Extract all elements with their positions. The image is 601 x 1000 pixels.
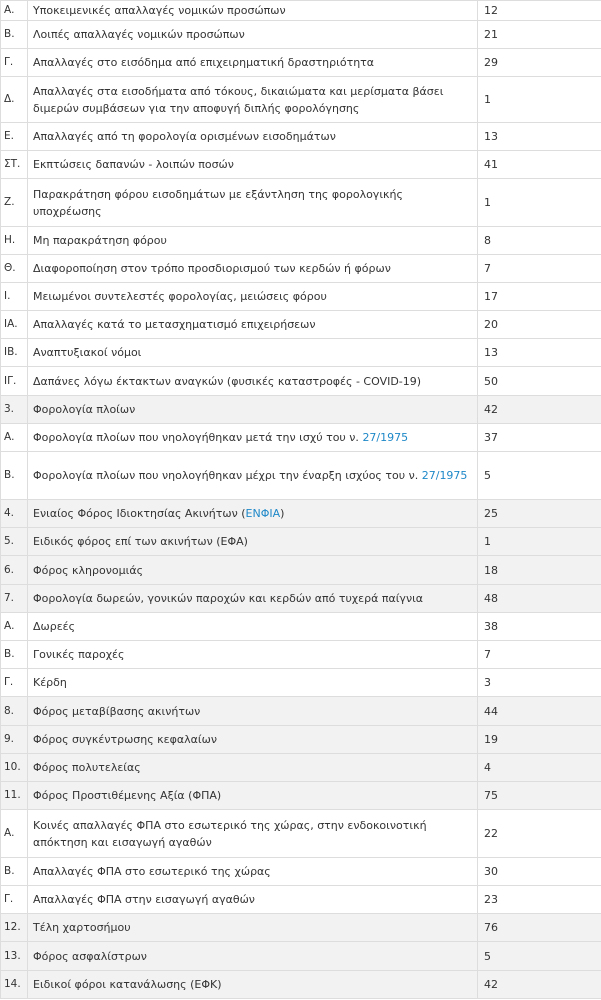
- table-row: [1, 283, 601, 311]
- row-number: ΙΑ.: [1, 311, 28, 339]
- row-count: 75: [478, 782, 601, 810]
- row-label: Λοιπές απαλλαγές νομικών προσώπων: [28, 21, 478, 49]
- row-count: 8: [478, 227, 601, 255]
- row-label: Απαλλαγές ΦΠΑ στο εσωτερικό της χώρας: [28, 858, 478, 886]
- row-count: 1: [478, 179, 601, 227]
- table-row: [1, 1, 601, 21]
- row-label-suffix: ): [280, 507, 285, 520]
- row-number: Β.: [1, 641, 28, 669]
- row-number: ΙΒ.: [1, 339, 28, 367]
- row-count: 25: [478, 500, 601, 528]
- row-count: 48: [478, 585, 601, 613]
- row-label: Φορολογία δωρεών, γονικών παροχών και κερδών από τυχερά παίγνια: [28, 585, 478, 613]
- row-label: Απαλλαγές στο εισόδημα από επιχειρηματική δραστηριότητα: [28, 49, 478, 77]
- row-label: Αναπτυξιακοί νόμοι: [28, 339, 478, 367]
- row-label: [28, 452, 478, 500]
- row-label: Φόρος μεταβίβασης ακινήτων: [28, 697, 478, 726]
- row-number: Ι.: [1, 283, 28, 311]
- row-number: 13.: [1, 942, 28, 971]
- row-count: 42: [478, 971, 601, 999]
- row-label: Κοινές απαλλαγές ΦΠΑ στο εσωτερικό της χώρας, στην ενδοκοινοτική απόκτηση και εισαγωγή αγαθών: [28, 810, 478, 858]
- row-label: Ειδικός φόρος επί των ακινήτων (ΕΦΑ): [28, 528, 478, 556]
- row-count: 20: [478, 311, 601, 339]
- row-label: Τέλη χαρτοσήμου: [28, 914, 478, 942]
- table-body: [1, 1, 601, 999]
- row-label: [28, 424, 478, 452]
- table-row: [1, 396, 601, 424]
- row-label: Μη παρακράτηση φόρου: [28, 227, 478, 255]
- row-count: 4: [478, 754, 601, 782]
- row-number: 6.: [1, 556, 28, 585]
- row-count: 13: [478, 339, 601, 367]
- law-reference-link[interactable]: ΕΝΦΙΑ: [245, 507, 281, 520]
- table-row: [1, 613, 601, 641]
- row-number: 12.: [1, 914, 28, 942]
- row-number: 10.: [1, 754, 28, 782]
- table-row: [1, 151, 601, 179]
- row-number: 5.: [1, 528, 28, 556]
- row-number: 3.: [1, 396, 28, 424]
- row-count: 38: [478, 613, 601, 641]
- table-row: [1, 641, 601, 669]
- row-label-text: Φορολογία πλοίων που νηολογήθηκαν μέχρι την έναρξη ισχύος του ν.: [33, 469, 422, 482]
- row-label: Φορολογία πλοίων: [28, 396, 478, 424]
- row-count: 7: [478, 255, 601, 283]
- row-number: Β.: [1, 21, 28, 49]
- row-label: Απαλλαγές στα εισοδήματα από τόκους, δικαιώματα και μερίσματα βάσει διμερών συμβάσεων για την αποφυγή διπλής φορολόγησης: [28, 77, 478, 123]
- row-number: Γ.: [1, 49, 28, 77]
- row-count: 1: [478, 528, 601, 556]
- table-row: [1, 971, 601, 999]
- table-row: [1, 669, 601, 697]
- row-number: 11.: [1, 782, 28, 810]
- row-label-text: Φορολογία πλοίων που νηολογήθηκαν μετά την ισχύ του ν.: [33, 431, 363, 444]
- row-label-text: Ενιαίος Φόρος Ιδιοκτησίας Ακινήτων (: [33, 507, 246, 520]
- row-number: Γ.: [1, 886, 28, 914]
- row-number: ΣΤ.: [1, 151, 28, 179]
- row-label: Απαλλαγές ΦΠΑ στην εισαγωγή αγαθών: [28, 886, 478, 914]
- row-count: 44: [478, 697, 601, 726]
- row-number: Θ.: [1, 255, 28, 283]
- row-count: 1: [478, 77, 601, 123]
- row-label: Απαλλαγές κατά το μετασχηματισμό επιχειρήσεων: [28, 311, 478, 339]
- table-row: [1, 556, 601, 585]
- table-row: [1, 227, 601, 255]
- row-label: Φόρος κληρονομιάς: [28, 556, 478, 585]
- row-number: Ε.: [1, 123, 28, 151]
- row-count: 22: [478, 810, 601, 858]
- row-count: 30: [478, 858, 601, 886]
- row-number: Β.: [1, 858, 28, 886]
- row-count: 50: [478, 367, 601, 396]
- row-number: Β.: [1, 452, 28, 500]
- row-label: Φόρος πολυτελείας: [28, 754, 478, 782]
- row-label: Δαπάνες λόγω έκτακτων αναγκών (φυσικές καταστροφές - COVID-19): [28, 367, 478, 396]
- row-number: ΙΓ.: [1, 367, 28, 396]
- row-number: 8.: [1, 697, 28, 726]
- table-row: [1, 500, 601, 528]
- row-label: Κέρδη: [28, 669, 478, 697]
- row-count: 19: [478, 726, 601, 754]
- table-row: [1, 697, 601, 726]
- row-count: 7: [478, 641, 601, 669]
- row-label: Φόρος Προστιθέμενης Αξία (ΦΠΑ): [28, 782, 478, 810]
- table-row: [1, 726, 601, 754]
- row-number: 7.: [1, 585, 28, 613]
- row-number: Α.: [1, 1, 28, 21]
- row-label: Φόρος συγκέντρωσης κεφαλαίων: [28, 726, 478, 754]
- row-count: 76: [478, 914, 601, 942]
- table-row: [1, 311, 601, 339]
- row-number: Α.: [1, 810, 28, 858]
- row-label: Διαφοροποίηση στον τρόπο προσδιορισμού των κερδών ή φόρων: [28, 255, 478, 283]
- row-count: 42: [478, 396, 601, 424]
- table-row: [1, 367, 601, 396]
- table-row: [1, 424, 601, 452]
- law-reference-link[interactable]: 27/1975: [421, 469, 468, 482]
- row-label: Υποκειμενικές απαλλαγές νομικών προσώπων: [28, 1, 478, 21]
- table-row: [1, 339, 601, 367]
- row-number: 14.: [1, 971, 28, 999]
- table-row: [1, 858, 601, 886]
- row-label: Δωρεές: [28, 613, 478, 641]
- row-label: Φόρος ασφαλίστρων: [28, 942, 478, 971]
- row-number: Α.: [1, 424, 28, 452]
- row-count: 5: [478, 942, 601, 971]
- row-count: 3: [478, 669, 601, 697]
- table-row: [1, 77, 601, 123]
- row-number: Ζ.: [1, 179, 28, 227]
- row-label: Παρακράτηση φόρου εισοδημάτων με εξάντληση της φορολογικής υποχρέωσης: [28, 179, 478, 227]
- row-number: Δ.: [1, 77, 28, 123]
- row-count: 41: [478, 151, 601, 179]
- row-count: 5: [478, 452, 601, 500]
- row-count: 12: [478, 1, 601, 21]
- table-row: [1, 782, 601, 810]
- row-count: 21: [478, 21, 601, 49]
- row-number: Α.: [1, 613, 28, 641]
- row-label: Εκπτώσεις δαπανών - λοιπών ποσών: [28, 151, 478, 179]
- table-row: [1, 754, 601, 782]
- row-number: 9.: [1, 726, 28, 754]
- row-count: 13: [478, 123, 601, 151]
- row-count: 23: [478, 886, 601, 914]
- table-row: [1, 255, 601, 283]
- row-number: 4.: [1, 500, 28, 528]
- row-count: 37: [478, 424, 601, 452]
- table-row: [1, 179, 601, 227]
- table-row: [1, 123, 601, 151]
- table-row: [1, 21, 601, 49]
- table-row: [1, 49, 601, 77]
- row-number: Γ.: [1, 669, 28, 697]
- row-label: Μειωμένοι συντελεστές φορολογίας, μειώσεις φόρου: [28, 283, 478, 311]
- row-label: Γονικές παροχές: [28, 641, 478, 669]
- table-row: [1, 942, 601, 971]
- table-row: [1, 810, 601, 858]
- row-number: Η.: [1, 227, 28, 255]
- table-row: [1, 528, 601, 556]
- table-row: [1, 886, 601, 914]
- table-row: [1, 914, 601, 942]
- row-label: Απαλλαγές από τη φορολογία ορισμένων εισοδημάτων: [28, 123, 478, 151]
- table-row: [1, 452, 601, 500]
- row-count: 29: [478, 49, 601, 77]
- table-row: [1, 585, 601, 613]
- row-label: Ειδικοί φόροι κατανάλωσης (ΕΦΚ): [28, 971, 478, 999]
- row-label: [28, 500, 478, 528]
- row-count: 18: [478, 556, 601, 585]
- row-count: 17: [478, 283, 601, 311]
- law-reference-link[interactable]: 27/1975: [362, 431, 409, 444]
